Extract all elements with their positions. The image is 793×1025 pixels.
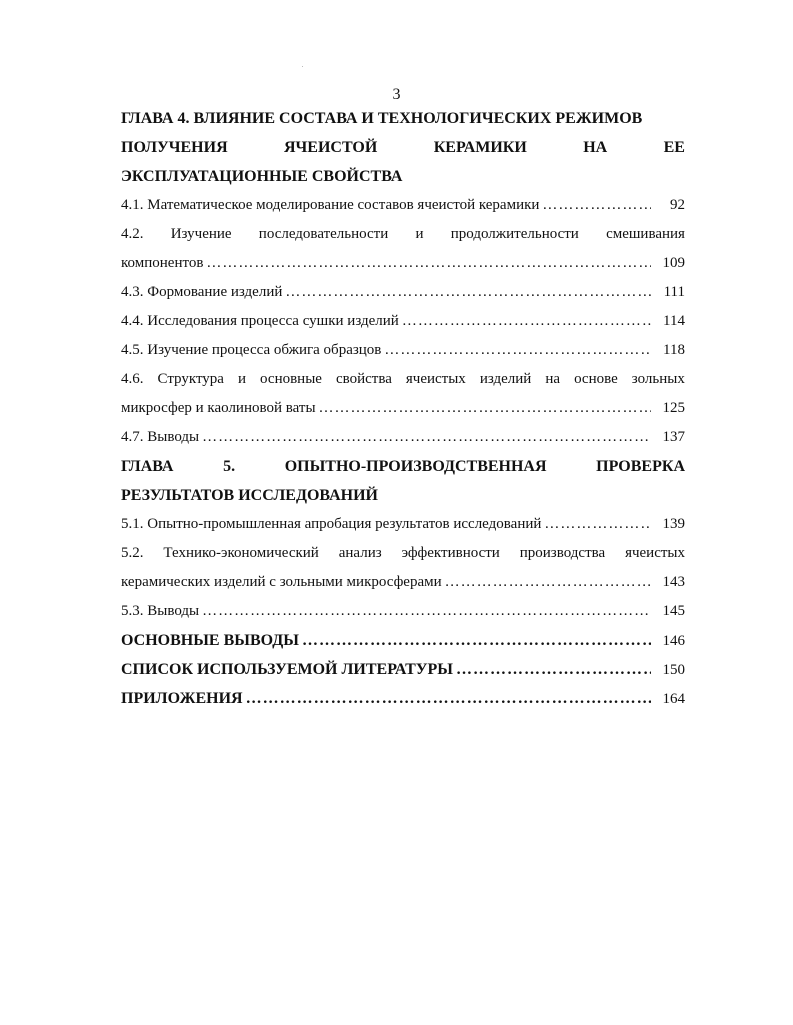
toc-entry-4-7[interactable] [121,423,685,452]
toc-entry-title: 4.4. Исследования процесса сушки изделий [121,313,399,329]
toc-entry-title-line-2: микросфер и каолиновой ваты [121,400,316,416]
dot-leader [246,684,651,713]
toc-entry-4-6[interactable] [121,365,685,423]
heading-word: ПРОВЕРКА [596,458,685,475]
page-number: 3 [392,86,401,103]
toc-entry-page: 92 [670,197,685,213]
chapter-4-heading-line-2 [121,133,685,162]
title-word: Технико-экономический [163,545,319,561]
toc-entry-title: ПРИЛОЖЕНИЯ [121,690,243,707]
title-word: и [237,371,247,387]
heading-word: ОПЫТНО-ПРОИЗВОДСТВЕННАЯ [284,458,547,475]
title-word: зольных [631,371,685,387]
dot-leader [202,597,651,626]
chapter-5-heading-line-1 [121,452,685,481]
toc-entry-title-line-1 [121,220,685,249]
dot-leader [384,336,651,365]
dot-leader [285,278,651,307]
toc-entry-title: 4.3. Формование изделий [121,284,283,300]
title-word: и [415,226,424,242]
toc-entry-page: 137 [662,429,685,445]
dot-leader [445,568,651,597]
toc-entry-page: 146 [662,633,685,649]
title-word: ячеистых [625,545,685,561]
title-word: производства [519,545,606,561]
toc-entry-title-line-2: керамических изделий с зольными микросферами [121,574,442,590]
toc-entry-5-3[interactable] [121,597,685,626]
toc-entry-page: 139 [662,516,685,532]
title-word: на [545,371,561,387]
dot-leader [202,423,651,452]
title-word: анализ [338,545,382,561]
toc-entry-title: 4.1. Математическое моделирование составов ячеистой керамики [121,197,540,213]
title-word: 4.6. [121,371,144,387]
heading-word: ГЛАВА [121,458,174,475]
chapter-5-heading-line-2: РЕЗУЛЬТАТОВ ИССЛЕДОВАНИЙ [121,487,378,504]
toc-entry-5-2[interactable] [121,539,685,597]
table-of-contents [121,104,685,713]
dot-leader [456,655,651,684]
title-word: Изучение [170,226,232,242]
toc-entry-title: 4.7. Выводы [121,429,200,445]
toc-entry-page: 111 [663,284,685,300]
heading-word: ПОЛУЧЕНИЯ [121,139,228,156]
title-word: изделий [479,371,532,387]
toc-entry-page: 118 [663,342,685,358]
toc-entry-title-line-2: компонентов [121,255,204,271]
heading-word: НА [583,139,608,156]
chapter-4-heading-line-1: ГЛАВА 4. ВЛИЯНИЕ СОСТАВА И ТЕХНОЛОГИЧЕСКИХ РЕЖИМОВ [121,110,643,127]
toc-entry-title-line-1 [121,539,685,568]
dot-leader [206,249,651,278]
toc-entry-title: 4.5. Изучение процесса обжига образцов [121,342,382,358]
heading-word: КЕРАМИКИ [433,139,527,156]
toc-entry-page: 143 [662,574,685,590]
toc-entry-4-5[interactable] [121,336,685,365]
title-word: последовательности [258,226,389,242]
toc-entry-page: 164 [662,691,685,707]
toc-entry-conclusions[interactable] [121,626,685,655]
toc-entry-title: СПИСОК ИСПОЛЬЗУЕМОЙ ЛИТЕРАТУРЫ [121,661,453,678]
title-word: ячеистых [405,371,466,387]
toc-entry-4-4[interactable] [121,307,685,336]
toc-entry-4-2[interactable] [121,220,685,278]
title-word: 5.2. [121,545,144,561]
toc-entry-4-1[interactable] [121,191,685,220]
title-word: смешивания [606,226,685,242]
title-word: основе [574,371,618,387]
title-word: эффективности [401,545,500,561]
chapter-4-heading [121,104,685,191]
toc-entry-appendices[interactable] [121,684,685,713]
chapter-5-heading [121,452,685,510]
title-word: 4.2. [121,226,144,242]
toc-entry-title: ОСНОВНЫЕ ВЫВОДЫ [121,632,300,649]
toc-entry-page: 125 [662,400,685,416]
toc-entry-references[interactable] [121,655,685,684]
scan-speck [302,66,303,67]
toc-entry-page: 150 [662,662,685,678]
toc-entry-title: 5.1. Опытно-промышленная апробация результатов исследований [121,516,542,532]
toc-entry-5-1[interactable] [121,510,685,539]
title-word: основные [260,371,322,387]
toc-entry-title-line-1 [121,365,685,394]
dot-leader [544,510,651,539]
title-word: свойства [335,371,392,387]
heading-word: ЯЧЕИСТОЙ [284,139,378,156]
heading-word: ЕЕ [663,139,685,156]
dot-leader [402,307,651,336]
toc-entry-page: 145 [662,603,685,619]
title-word: продолжительности [450,226,579,242]
dot-leader [542,191,651,220]
toc-entry-page: 114 [663,313,685,329]
heading-word: 5. [223,458,236,475]
dot-leader [319,394,651,423]
toc-entry-page: 109 [662,255,685,271]
chapter-4-heading-line-3: ЭКСПЛУАТАЦИОННЫЕ СВОЙСТВА [121,168,403,185]
toc-entry-4-3[interactable] [121,278,685,307]
dot-leader [302,626,651,655]
title-word: Структура [157,371,224,387]
toc-entry-title: 5.3. Выводы [121,603,200,619]
